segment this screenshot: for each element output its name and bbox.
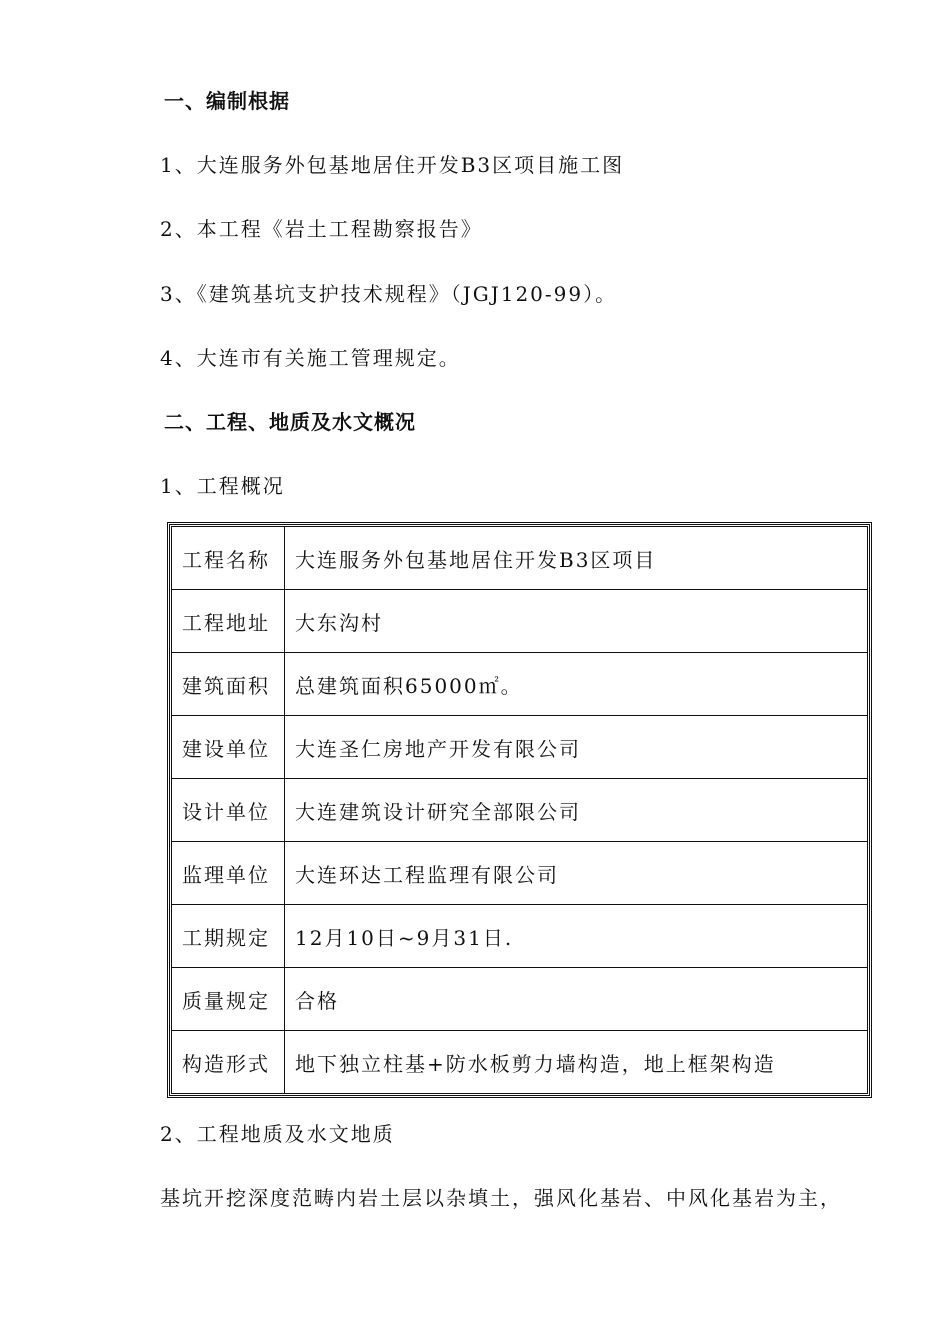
table-row [172, 590, 868, 653]
table-row [172, 968, 868, 1031]
table-row [172, 527, 868, 590]
table-row [172, 653, 868, 716]
table-label-cell: 监理单位 [172, 842, 285, 905]
table-value-cell: 合格 [285, 968, 868, 1031]
basis-item-3: 3、《建筑基坑支护技术规程》（JGJ120-99）。 [160, 282, 618, 306]
table-row [172, 779, 868, 842]
table-label-cell: 建筑面积 [172, 653, 285, 716]
table-value-cell: 大连建筑设计研究全部限公司 [285, 779, 868, 842]
table-label-cell: 工程名称 [172, 527, 285, 590]
table-label-cell: 设计单位 [172, 779, 285, 842]
table-value-cell: 12月10日~9月31日. [285, 905, 868, 968]
table-row [172, 716, 868, 779]
table-value-cell: 总建筑面积65000㎡。 [285, 653, 868, 716]
geology-paragraph: 基坑开挖深度范畴内岩土层以杂填土，强风化基岩、中风化基岩为主， [160, 1186, 842, 1210]
table-value-cell: 地下独立柱基+防水板剪力墙构造，地上框架构造 [285, 1031, 868, 1094]
table-label-cell: 工期规定 [172, 905, 285, 968]
project-overview-table [167, 522, 872, 1098]
basis-item-4: 4、大连市有关施工管理规定。 [160, 346, 461, 370]
table-value-cell: 大连服务外包基地居住开发B3区项目 [285, 527, 868, 590]
table-label-cell: 构造形式 [172, 1031, 285, 1094]
table-row [172, 1031, 868, 1094]
section-heading-overview: 二、工程、地质及水文概况 [164, 410, 416, 434]
subheading-project-overview: 1、工程概况 [160, 474, 285, 498]
subheading-geology-hydrology: 2、工程地质及水文地质 [160, 1122, 395, 1146]
table-label-cell: 建设单位 [172, 716, 285, 779]
table-value-cell: 大连环达工程监理有限公司 [285, 842, 868, 905]
table-label-cell: 工程地址 [172, 590, 285, 653]
table-label-cell: 质量规定 [172, 968, 285, 1031]
table-value-cell: 大东沟村 [285, 590, 868, 653]
table-row [172, 905, 868, 968]
basis-item-1: 1、大连服务外包基地居住开发B3区项目施工图 [160, 153, 625, 177]
table-row [172, 842, 868, 905]
table-value-cell: 大连圣仁房地产开发有限公司 [285, 716, 868, 779]
basis-item-2: 2、本工程《岩土工程勘察报告》 [160, 217, 483, 241]
section-heading-basis: 一、编制根据 [164, 89, 290, 113]
